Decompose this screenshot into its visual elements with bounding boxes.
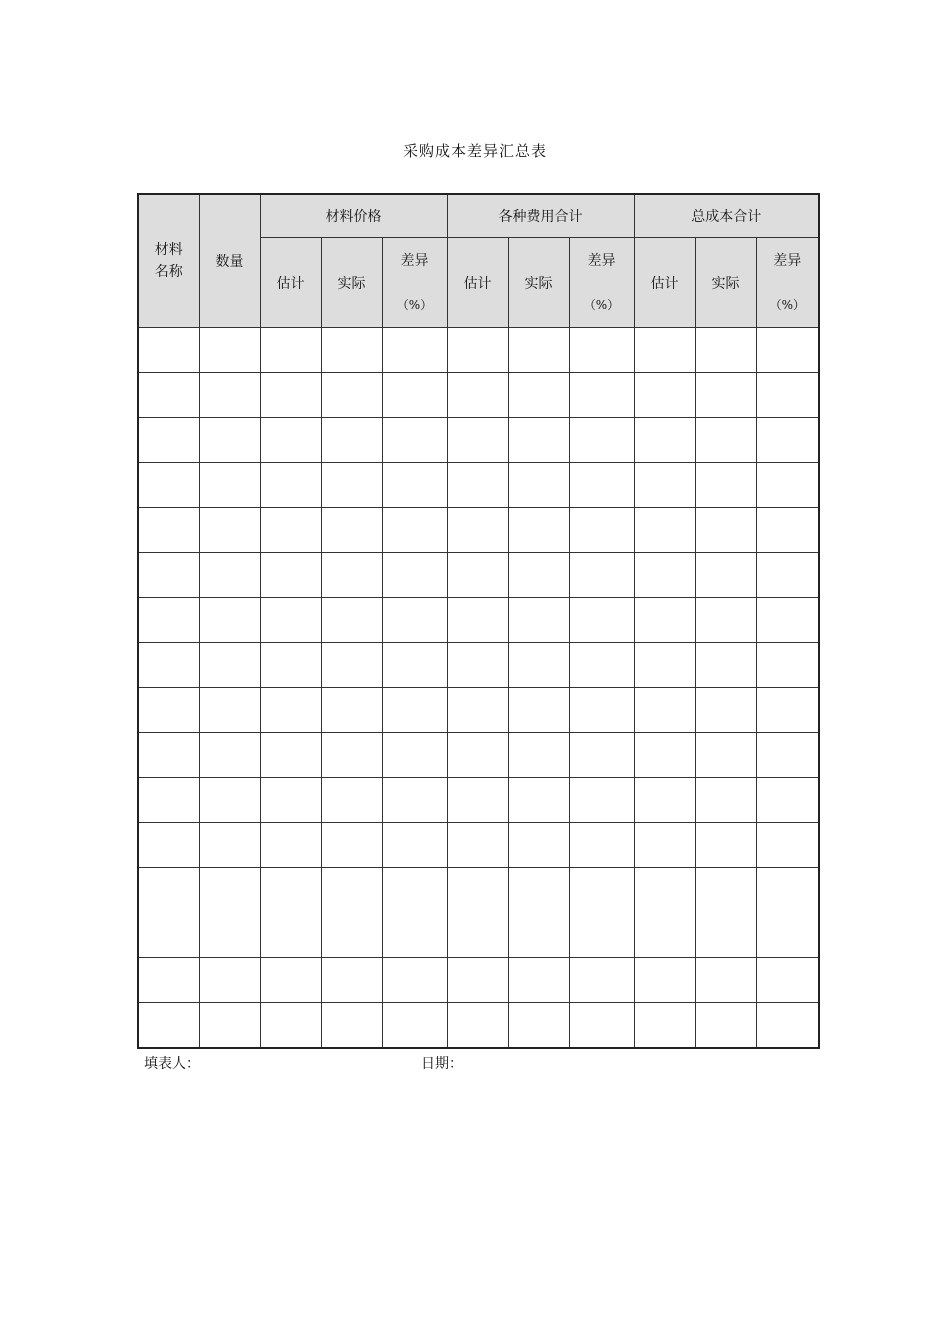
table-cell[interactable] <box>756 553 819 598</box>
table-cell[interactable] <box>199 598 260 643</box>
table-cell[interactable] <box>138 688 199 733</box>
table-cell[interactable] <box>634 1003 695 1049</box>
table-cell[interactable] <box>138 778 199 823</box>
table-cell[interactable] <box>634 418 695 463</box>
table-cell[interactable] <box>756 418 819 463</box>
table-cell[interactable] <box>199 778 260 823</box>
table-cell[interactable] <box>321 508 382 553</box>
diff-header: 差异 （%） <box>756 238 819 328</box>
table-cell[interactable] <box>695 508 756 553</box>
table-cell[interactable] <box>199 958 260 1003</box>
actual-header: 实际 <box>321 238 382 328</box>
table-cell[interactable] <box>756 328 819 373</box>
table-row <box>138 328 819 373</box>
table-cell[interactable] <box>634 373 695 418</box>
table-cell[interactable] <box>382 1003 447 1049</box>
table-cell[interactable] <box>508 1003 569 1049</box>
table-cell[interactable] <box>756 823 819 868</box>
table-cell[interactable] <box>199 823 260 868</box>
table-cell[interactable] <box>260 373 321 418</box>
table-cell[interactable] <box>260 688 321 733</box>
table-cell[interactable] <box>321 373 382 418</box>
table-cell[interactable] <box>634 598 695 643</box>
table-cell[interactable] <box>382 688 447 733</box>
estimate-header: 估计 <box>447 238 508 328</box>
table-cell[interactable] <box>634 958 695 1003</box>
table-cell[interactable] <box>447 688 508 733</box>
table-cell[interactable] <box>508 958 569 1003</box>
table-cell[interactable] <box>447 418 508 463</box>
table-cell[interactable] <box>447 823 508 868</box>
table-row <box>138 418 819 463</box>
table-cell[interactable] <box>138 1003 199 1049</box>
table-cell[interactable] <box>382 508 447 553</box>
table-cell[interactable] <box>447 508 508 553</box>
table-cell[interactable] <box>569 733 634 778</box>
table-cell[interactable] <box>321 643 382 688</box>
table-cell[interactable] <box>447 868 508 958</box>
cost-variance-table <box>137 193 820 1049</box>
actual-header: 实际 <box>695 238 756 328</box>
table-cell[interactable] <box>695 823 756 868</box>
table-cell[interactable] <box>447 1003 508 1049</box>
table-row <box>138 688 819 733</box>
form-footer <box>144 1053 463 1073</box>
table-cell[interactable] <box>756 463 819 508</box>
estimate-header: 估计 <box>260 238 321 328</box>
table-cell[interactable] <box>260 643 321 688</box>
total-cost-group-header: 总成本合计 <box>634 194 819 238</box>
table-cell[interactable] <box>382 463 447 508</box>
filler-label: 填表人： <box>144 1056 200 1072</box>
table-cell[interactable] <box>321 1003 382 1049</box>
table-cell[interactable] <box>508 418 569 463</box>
table-cell[interactable] <box>447 553 508 598</box>
table-cell[interactable] <box>321 733 382 778</box>
table-cell[interactable] <box>138 958 199 1003</box>
table-cell[interactable] <box>447 643 508 688</box>
table-cell[interactable] <box>138 733 199 778</box>
material-name-line1: 材料 <box>154 242 183 258</box>
table-cell[interactable] <box>695 688 756 733</box>
table-cell[interactable] <box>260 463 321 508</box>
table-cell[interactable] <box>447 733 508 778</box>
table-row <box>138 643 819 688</box>
table-cell[interactable] <box>569 643 634 688</box>
table-cell[interactable] <box>447 958 508 1003</box>
table-row <box>138 1003 819 1049</box>
table-cell[interactable] <box>382 823 447 868</box>
table-cell[interactable] <box>569 373 634 418</box>
table-cell[interactable] <box>634 733 695 778</box>
table-cell[interactable] <box>695 463 756 508</box>
table-cell[interactable] <box>756 733 819 778</box>
table-row <box>138 553 819 598</box>
material-name-header <box>138 194 199 328</box>
table-cell[interactable] <box>321 778 382 823</box>
table-cell[interactable] <box>508 463 569 508</box>
table-body <box>138 328 819 1049</box>
diff-header: 差异 （%） <box>382 238 447 328</box>
table-cell[interactable] <box>634 553 695 598</box>
table-cell[interactable] <box>508 553 569 598</box>
table-cell[interactable] <box>321 958 382 1003</box>
table-cell[interactable] <box>634 688 695 733</box>
table-cell[interactable] <box>138 598 199 643</box>
table-cell[interactable] <box>138 373 199 418</box>
estimate-header: 估计 <box>634 238 695 328</box>
table-cell[interactable] <box>321 553 382 598</box>
table-cell[interactable] <box>260 598 321 643</box>
table-cell[interactable] <box>138 868 199 958</box>
table-cell[interactable] <box>569 688 634 733</box>
table-cell[interactable] <box>382 373 447 418</box>
table-cell[interactable] <box>695 643 756 688</box>
table-cell[interactable] <box>199 508 260 553</box>
table-cell[interactable] <box>634 463 695 508</box>
table-cell[interactable] <box>569 508 634 553</box>
table-cell[interactable] <box>260 778 321 823</box>
table-cell[interactable] <box>569 1003 634 1049</box>
table-cell[interactable] <box>569 328 634 373</box>
table-cell[interactable] <box>756 778 819 823</box>
table-cell[interactable] <box>508 643 569 688</box>
table-cell[interactable] <box>199 688 260 733</box>
diff-header: 差异 （%） <box>569 238 634 328</box>
table-cell[interactable] <box>447 463 508 508</box>
table-cell[interactable] <box>321 463 382 508</box>
table-row <box>138 373 819 418</box>
table-cell[interactable] <box>321 868 382 958</box>
table-cell[interactable] <box>199 553 260 598</box>
table-cell[interactable] <box>138 328 199 373</box>
fees-total-group-header: 各种费用合计 <box>447 194 634 238</box>
table-cell[interactable] <box>569 553 634 598</box>
table-cell[interactable] <box>138 553 199 598</box>
table-cell[interactable] <box>756 1003 819 1049</box>
table-cell[interactable] <box>199 418 260 463</box>
table-cell[interactable] <box>634 328 695 373</box>
date-label: 日期： <box>421 1056 463 1072</box>
table-cell[interactable] <box>508 508 569 553</box>
table-cell[interactable] <box>260 823 321 868</box>
table-cell[interactable] <box>634 823 695 868</box>
table-cell[interactable] <box>199 643 260 688</box>
table-cell[interactable] <box>382 778 447 823</box>
table-cell[interactable] <box>199 463 260 508</box>
table-row <box>138 823 819 868</box>
table-row <box>138 508 819 553</box>
table-cell[interactable] <box>508 373 569 418</box>
table-cell[interactable] <box>382 958 447 1003</box>
table-row <box>138 778 819 823</box>
table-cell[interactable] <box>695 328 756 373</box>
table-cell[interactable] <box>447 598 508 643</box>
table-cell[interactable] <box>382 733 447 778</box>
table-row <box>138 868 819 958</box>
table-cell[interactable] <box>634 508 695 553</box>
table-cell[interactable] <box>508 778 569 823</box>
table-row <box>138 463 819 508</box>
table-cell[interactable] <box>321 688 382 733</box>
table-cell[interactable] <box>756 688 819 733</box>
table-cell[interactable] <box>260 868 321 958</box>
table-cell[interactable] <box>260 508 321 553</box>
table-cell[interactable] <box>260 553 321 598</box>
table-cell[interactable] <box>695 598 756 643</box>
table-cell[interactable] <box>447 328 508 373</box>
table-cell[interactable] <box>321 328 382 373</box>
table-cell[interactable] <box>695 418 756 463</box>
table-cell[interactable] <box>756 598 819 643</box>
table-cell[interactable] <box>569 463 634 508</box>
table-cell[interactable] <box>634 778 695 823</box>
actual-header: 实际 <box>508 238 569 328</box>
table-row <box>138 733 819 778</box>
table-cell[interactable] <box>260 1003 321 1049</box>
table-row <box>138 958 819 1003</box>
table-cell[interactable] <box>695 868 756 958</box>
table-cell[interactable] <box>695 553 756 598</box>
table-cell[interactable] <box>508 868 569 958</box>
table-cell[interactable] <box>695 1003 756 1049</box>
table-cell[interactable] <box>321 823 382 868</box>
table-cell[interactable] <box>199 1003 260 1049</box>
table-cell[interactable] <box>695 373 756 418</box>
table-cell[interactable] <box>199 733 260 778</box>
table-cell[interactable] <box>260 418 321 463</box>
table-cell[interactable] <box>199 868 260 958</box>
quantity-header: 数量 <box>199 194 260 328</box>
table-cell[interactable] <box>382 418 447 463</box>
table-cell[interactable] <box>695 733 756 778</box>
table-cell[interactable] <box>508 598 569 643</box>
table-cell[interactable] <box>695 958 756 1003</box>
table-cell[interactable] <box>138 643 199 688</box>
table-cell[interactable] <box>569 598 634 643</box>
table-cell[interactable] <box>569 958 634 1003</box>
table-cell[interactable] <box>756 958 819 1003</box>
table-cell[interactable] <box>138 508 199 553</box>
table-cell[interactable] <box>199 373 260 418</box>
material-price-group-header: 材料价格 <box>260 194 447 238</box>
table-cell[interactable] <box>321 418 382 463</box>
table-cell[interactable] <box>756 643 819 688</box>
table-cell[interactable] <box>138 463 199 508</box>
table-cell[interactable] <box>569 868 634 958</box>
table-cell[interactable] <box>382 643 447 688</box>
table-cell[interactable] <box>508 733 569 778</box>
table-cell[interactable] <box>695 778 756 823</box>
table-cell[interactable] <box>260 328 321 373</box>
table-row <box>138 598 819 643</box>
table-cell[interactable] <box>382 598 447 643</box>
table-cell[interactable] <box>447 373 508 418</box>
table-cell[interactable] <box>569 823 634 868</box>
table-cell[interactable] <box>634 643 695 688</box>
page-title: 采购成本差异汇总表 <box>402 142 547 160</box>
table-cell[interactable] <box>382 553 447 598</box>
table-cell[interactable] <box>569 778 634 823</box>
table-cell[interactable] <box>260 733 321 778</box>
table-cell[interactable] <box>382 868 447 958</box>
table-cell[interactable] <box>138 418 199 463</box>
table-cell[interactable] <box>199 328 260 373</box>
table-cell[interactable] <box>447 778 508 823</box>
table-cell[interactable] <box>569 418 634 463</box>
table-cell[interactable] <box>756 508 819 553</box>
table-cell[interactable] <box>756 868 819 958</box>
table-cell[interactable] <box>260 958 321 1003</box>
table-cell[interactable] <box>756 373 819 418</box>
table-cell[interactable] <box>382 328 447 373</box>
table-cell[interactable] <box>321 598 382 643</box>
table-cell[interactable] <box>508 823 569 868</box>
table-cell[interactable] <box>508 328 569 373</box>
table-cell[interactable] <box>138 823 199 868</box>
material-name-line2: 名称 <box>154 264 183 280</box>
table-cell[interactable] <box>508 688 569 733</box>
table-cell[interactable] <box>634 868 695 958</box>
